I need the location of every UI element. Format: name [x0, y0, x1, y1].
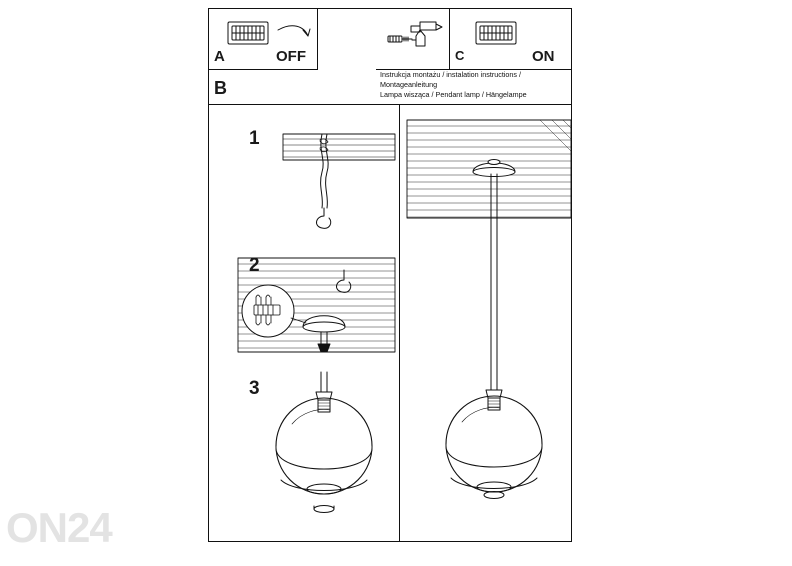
label-a: A — [214, 48, 225, 65]
step-number-2: 2 — [249, 255, 260, 276]
box-drill — [376, 8, 450, 70]
step-number-3: 3 — [249, 378, 260, 399]
label-b: B — [214, 78, 227, 98]
caption-block — [380, 70, 570, 100]
caption-line-1: Instrukcja montażu / instalation instructions / Montageanleitung — [380, 70, 522, 89]
column-divider — [399, 104, 400, 542]
caption-line-2: Lampa wisząca / Pendant lamp / Hängelampe — [380, 90, 527, 99]
watermark: ON24 — [6, 504, 112, 551]
label-on: ON — [532, 48, 555, 65]
label-c: C — [455, 48, 465, 63]
label-off: OFF — [276, 48, 306, 65]
header-divider — [208, 104, 572, 105]
step-number-1: 1 — [249, 128, 260, 149]
